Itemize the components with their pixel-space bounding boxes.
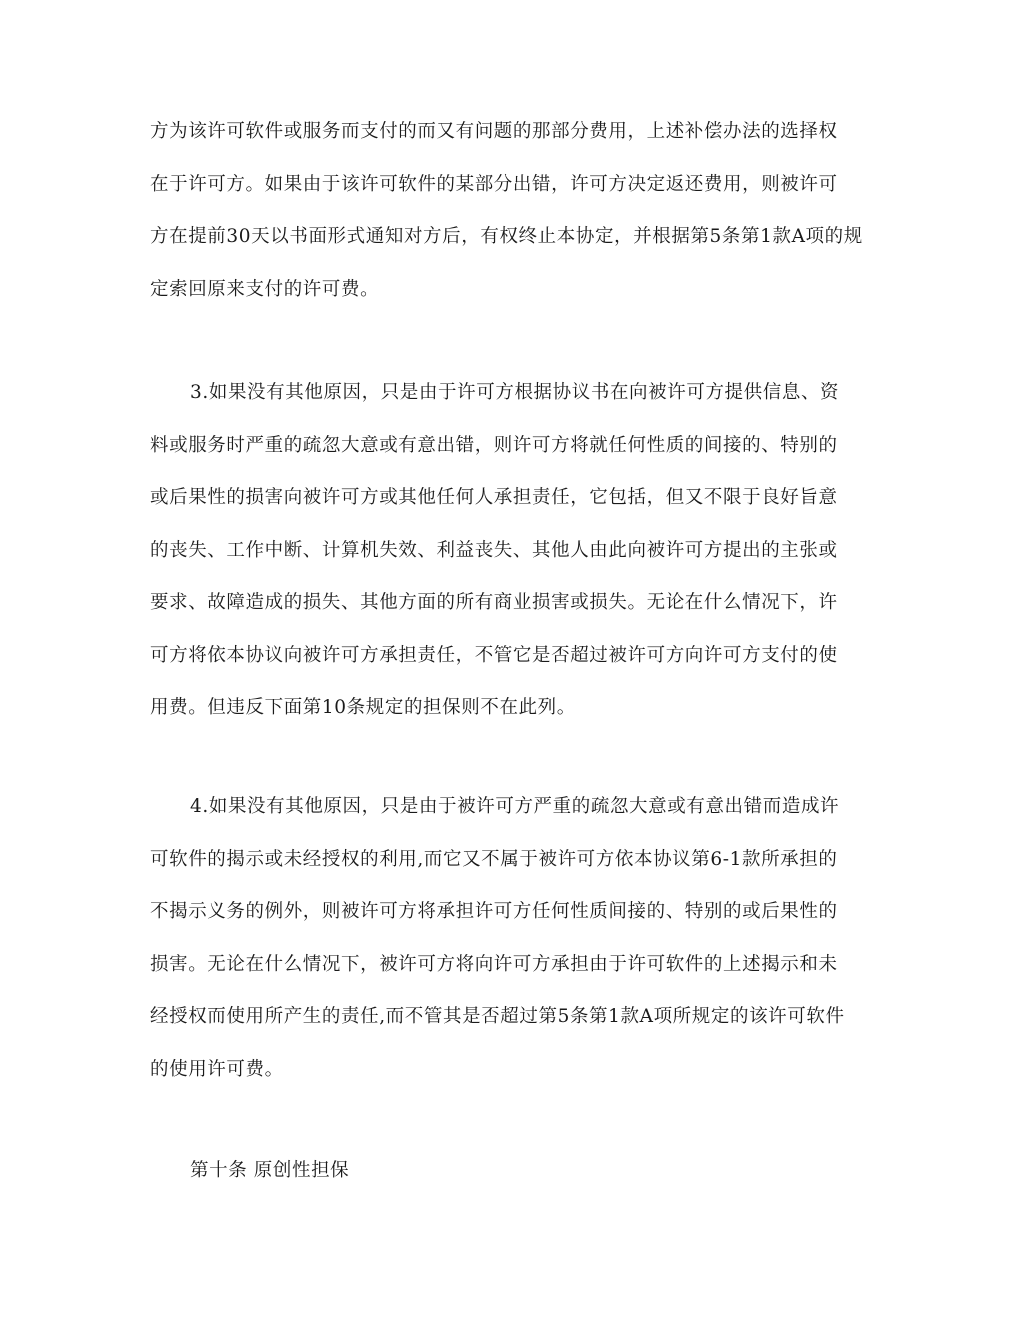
text-line: 可软件的揭示或未经授权的利用,而它又不属于被许可方依本协议第6-1款所承担的	[150, 848, 838, 870]
text-line: 的丧失、工作中断、计算机失效、利益丧失、其他人由此向被许可方提出的主张或	[150, 539, 838, 561]
text-line: 3.如果没有其他原因，只是由于许可方根据协议书在向被许可方提供信息、资	[190, 382, 840, 403]
text-line: 方为该许可软件或服务而支付的而又有问题的那部分费用，上述补偿办法的选择权	[150, 121, 838, 142]
text-line: 用费。但违反下面第10条规定的担保则不在此列。	[150, 697, 576, 718]
paragraph-4	[150, 781, 870, 1096]
text-line: 定索回原来支付的许可费。	[150, 278, 380, 300]
text-line: 方在提前30天以书面形式通知对方后，有权终止本协定，并根据第5条第1款A项的规	[150, 226, 863, 247]
text-line: 料或服务时严重的疏忽大意或有意出错，则许可方将就任何性质的间接的、特别的	[150, 434, 838, 456]
text-line: 或后果性的损害向被许可方或其他任何人承担责任，它包括，但又不限于良好旨意	[150, 487, 838, 508]
paragraph-continued	[150, 106, 870, 316]
text-line: 可方将依本协议向被许可方承担责任，不管它是否超过被许可方向许可方支付的使	[150, 644, 838, 666]
text-line: 在于许可方。如果由于该许可软件的某部分出错，许可方决定返还费用，则被许可	[150, 173, 838, 195]
text-line: 4.如果没有其他原因，只是由于被许可方严重的疏忽大意或有意出错而造成许	[190, 796, 840, 817]
article-heading: 第十条 原创性担保	[190, 1160, 350, 1181]
text-line: 不揭示义务的例外，则被许可方将承担许可方任何性质间接的、特别的或后果性的	[150, 901, 838, 922]
text-line: 损害。无论在什么情况下，被许可方将向许可方承担由于许可软件的上述揭示和未	[150, 953, 838, 975]
text-line: 的使用许可费。	[150, 1058, 284, 1080]
text-line: 要求、故障造成的损失、其他方面的所有商业损害或损失。无论在什么情况下，许	[150, 592, 838, 613]
article-heading-block	[150, 1145, 870, 1198]
text-line: 经授权而使用所产生的责任,而不管其是否超过第5条第1款A项所规定的该许可软件	[150, 1006, 845, 1027]
paragraph-3	[150, 367, 870, 735]
